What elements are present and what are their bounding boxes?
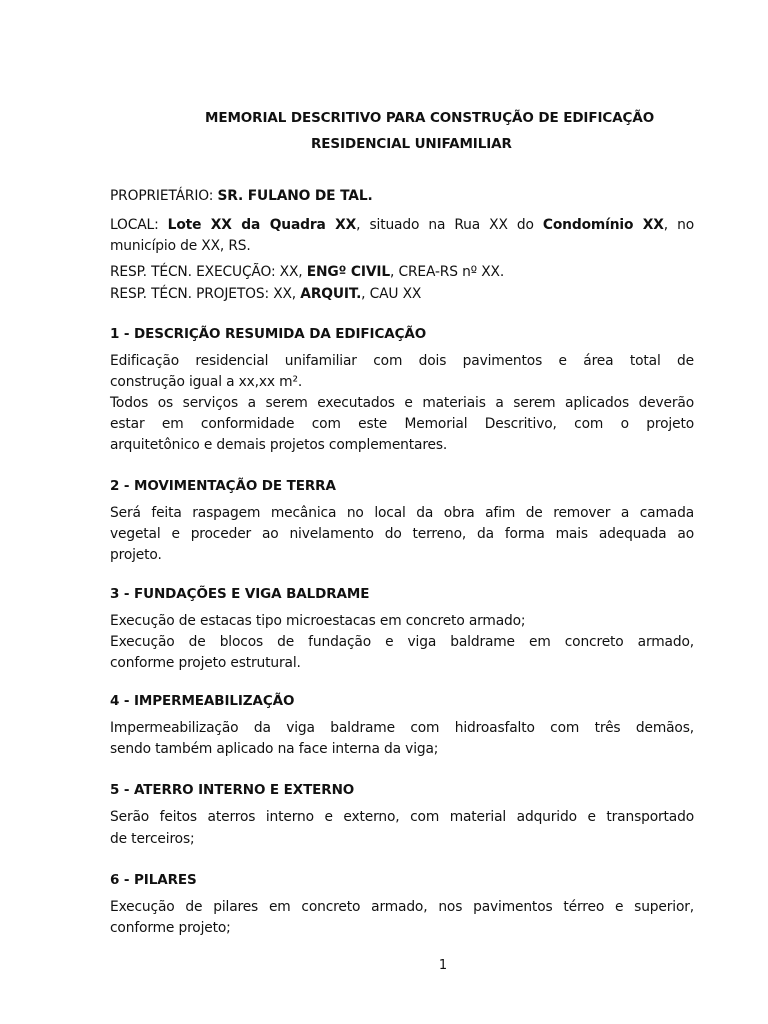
section-heading: 3 - FUNDAÇÕES E VIGA BALDRAME: [110, 586, 370, 602]
section-line: Edificação residencial unifamiliar com dois pavimentos e área total de: [110, 353, 694, 369]
section-line: Execução de blocos de fundação e viga baldrame em concreto armado,: [110, 634, 694, 650]
section-heading: 5 - ATERRO INTERNO E EXTERNO: [110, 782, 355, 798]
section-line: de terceiros;: [110, 831, 195, 847]
section-line: Execução de estacas tipo microestacas em concreto armado;: [110, 613, 526, 629]
section-line: vegetal e proceder ao nivelamento do terreno, da forma mais adequada ao: [110, 526, 694, 542]
location-mid: , situado na Rua XX do: [356, 217, 534, 233]
title-line-2: RESIDENCIAL UNIFAMILIAR: [311, 136, 512, 152]
section-line: arquitetônico e demais projetos complementares.: [110, 437, 448, 453]
section-heading: 1 - DESCRIÇÃO RESUMIDA DA EDIFICAÇÃO: [110, 326, 427, 342]
section-heading: 6 - PILARES: [110, 872, 197, 888]
location-line-2: município de XX, RS.: [110, 238, 251, 254]
section-line: sendo também aplicado na face interna da viga;: [110, 741, 439, 757]
section-line: conforme projeto estrutural.: [110, 655, 301, 671]
section-line: conforme projeto;: [110, 920, 231, 936]
section-heading: 4 - IMPERMEABILIZAÇÃO: [110, 693, 295, 709]
section-line: Todos os serviços a serem executados e materiais a serem aplicados deverão: [110, 395, 694, 411]
section-line: estar em conformidade com este Memorial Descritivo, com o projeto: [110, 416, 694, 432]
resp-exec-line: [110, 262, 694, 283]
resp-exec-title: ENGº CIVIL: [306, 264, 391, 280]
location-lote: Lote XX da Quadra XX: [167, 217, 357, 233]
location-end: , no: [663, 217, 694, 233]
owner-label: PROPRIETÁRIO:: [110, 188, 214, 204]
location-label: LOCAL:: [110, 217, 159, 233]
owner-value: SR. FULANO DE TAL.: [217, 188, 373, 204]
resp-proj-suffix: , CAU XX: [361, 286, 422, 302]
section-line: Impermeabilização da viga baldrame com hidroasfalto com três demãos,: [110, 720, 694, 736]
section-line: Execução de pilares em concreto armado, nos pavimentos térreo e superior,: [110, 899, 694, 915]
location-condo: Condomínio XX: [542, 217, 664, 233]
owner-line: [110, 186, 694, 207]
page-number: 1: [438, 958, 448, 973]
section-line: Serão feitos aterros interno e externo, com material adqurido e transportado: [110, 809, 694, 825]
resp-exec-suffix: , CREA-RS nº XX.: [390, 264, 505, 280]
resp-exec-prefix: RESP. TÉCN. EXECUÇÃO: XX,: [110, 264, 303, 280]
resp-proj-prefix: RESP. TÉCN. PROJETOS: XX,: [110, 286, 297, 302]
section-heading: 2 - MOVIMENTAÇÃO DE TERRA: [110, 478, 336, 494]
resp-proj-line: [110, 284, 694, 305]
section-line: construção igual a xx,xx m².: [110, 374, 303, 390]
title-line-1: MEMORIAL DESCRITIVO PARA CONSTRUÇÃO DE EDIFICAÇÃO: [205, 110, 655, 126]
section-line: projeto.: [110, 547, 162, 563]
location-line-1: [110, 215, 694, 236]
resp-proj-title: ARQUIT.: [300, 286, 362, 302]
section-line: Será feita raspagem mecânica no local da obra afim de remover a camada: [110, 505, 694, 521]
